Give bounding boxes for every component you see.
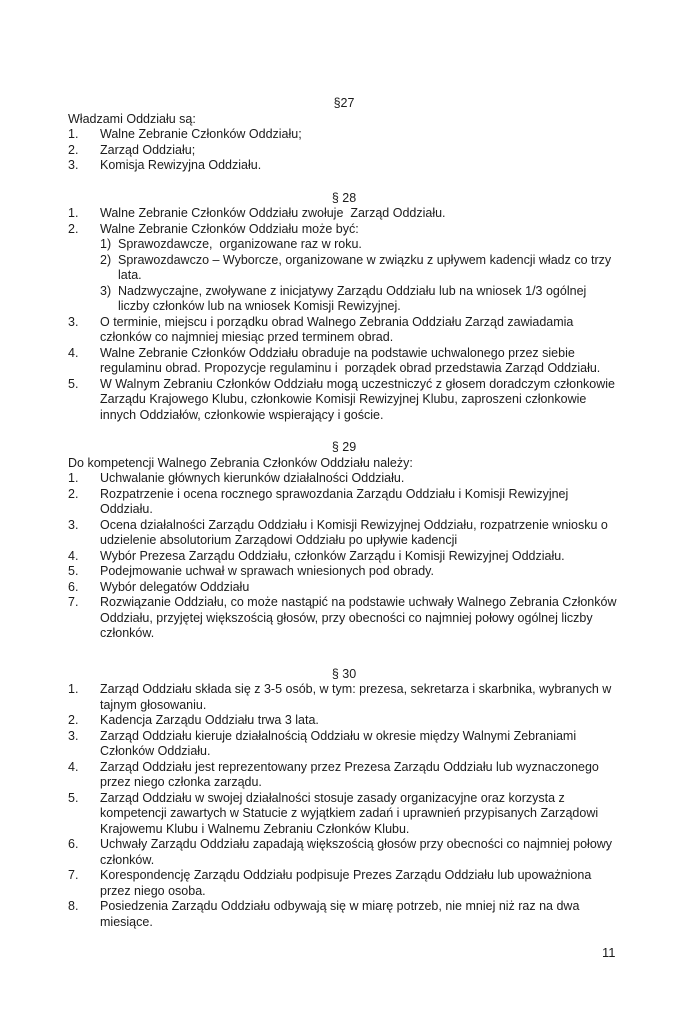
list-item-marker: 2. (68, 486, 79, 501)
list-item-text: Zarząd Oddziału składa się z 3-5 osób, w tym: prezesa, sekretarza i skarbnika, wybranych w tajnym głosowaniu. (100, 682, 615, 712)
list-item (68, 222, 620, 238)
list-item-marker: 4. (68, 345, 79, 360)
list-item (68, 158, 620, 174)
sub-item-marker: 3) (100, 283, 112, 298)
sub-item-marker: 1) (100, 237, 112, 251)
list-item-text: Zarząd Oddziału jest reprezentowany przez Prezesa Zarządu Oddziału lub wyznaczonego przez niego członka zarządu. (100, 759, 603, 789)
list-item (68, 518, 620, 549)
list-item (68, 791, 620, 838)
page-number: 11 (602, 945, 616, 960)
list-item (68, 760, 620, 791)
list-item (68, 377, 620, 424)
sub-item-text: Sprawozdawczo – Wyborcze, organizowane w związku z upływem kadencji władz co trzy lata. (118, 252, 615, 282)
list-item-text: Rozpatrzenie i ocena rocznego sprawozdania Zarządu Oddziału i Komisji Rewizyjnej Oddziału. (100, 486, 572, 516)
list-item (68, 899, 620, 930)
list-item-marker: 5. (68, 790, 79, 805)
list-item-text: Uchwały Zarządu Oddziału zapadają większością głosów przy obecności co najmniej połowy członków. (100, 837, 616, 867)
sub-item-text: Nadzwyczajne, zwoływane z inicjatywy Zarządu Oddziału lub na wniosek 1/3 ogólnej liczby członków lub na wniosek Komisji Rewizyjnej. (118, 283, 590, 313)
list-item-marker: 4. (68, 759, 79, 774)
list-item (68, 682, 620, 713)
list-item-marker: 1. (68, 682, 79, 696)
list-item-marker: 6. (68, 837, 79, 851)
list-item-marker: 1. (68, 471, 79, 485)
list-item-marker: 2. (68, 221, 79, 236)
list-item-text: Zarząd Oddziału kieruje działalnością Oddziału w okresie między Walnymi Zebraniami Członków Oddziału. (100, 728, 580, 758)
list-item (68, 837, 620, 868)
section-list (68, 471, 620, 642)
list-item-marker: 5. (68, 376, 79, 391)
list-item-text: O terminie, miejscu i porządku obrad Walnego Zebrania Oddziału Zarząd zawiadamia członków co najmniej miesiąc przed terminem obrad. (100, 314, 577, 344)
list-item-marker: 6. (68, 579, 79, 594)
list-item (68, 595, 620, 642)
list-item-marker: 7. (68, 595, 79, 609)
section-list (68, 206, 620, 423)
list-item-text: Walne Zebranie Członków Oddziału może być: (100, 221, 359, 236)
list-item-text: Komisja Rewizyjna Oddziału. (100, 158, 262, 172)
sub-item-text: Sprawozdawcze, organizowane raz w roku. (118, 237, 362, 251)
list-item-text: Walne Zebranie Członków Oddziału zwołuje Zarząd Oddziału. (100, 206, 446, 220)
list-item (68, 729, 620, 760)
list-item (68, 206, 620, 222)
sub-item-marker: 2) (100, 252, 112, 267)
list-item-text: Walne Zebranie Członków Oddziału; (100, 127, 302, 141)
list-item (68, 143, 620, 159)
list-item-marker: 1. (68, 206, 79, 220)
document-body (68, 96, 620, 930)
list-item-marker: 2. (68, 142, 79, 157)
list-item-text: Zarząd Oddziału w swojej działalności stosuje zasady organizacyjne oraz korzysta z kompetencji zawartych w Statucie z wyjątkiem zadań i uprawnień przypisanych Zarządowi Krajowemu Klubu i Walnemu Zebraniu Członków Klubu. (100, 790, 602, 836)
list-item (68, 315, 620, 346)
list-item-marker: 3. (68, 517, 79, 532)
section-heading: § 29 (331, 440, 357, 454)
list-item-marker: 2. (68, 713, 79, 727)
list-item-marker: 7. (68, 868, 79, 882)
list-item (68, 127, 620, 143)
list-item (68, 564, 620, 580)
statute-section (68, 667, 620, 931)
statute-section (68, 96, 620, 174)
list-item-marker: 4. (68, 548, 79, 563)
list-item-text: Ocena działalności Zarządu Oddziału i Komisji Rewizyjnej Oddziału, rozpatrzenie wniosku o udzielenie absolutorium Zarządowi Oddziału po upływie kadencji (100, 517, 612, 547)
list-item-text: Korespondencję Zarządu Oddziału podpisuje Prezes Zarządu Oddziału lub upoważniona przez niego osoba. (100, 868, 595, 898)
list-item-text: Zarząd Oddziału; (100, 142, 196, 157)
list-item-text: Wybór Prezesa Zarządu Oddziału, członków Zarządu i Komisji Rewizyjnej Oddziału. (100, 548, 565, 563)
section-intro: Władzami Oddziału są: (68, 111, 196, 126)
section-intro: Do kompetencji Walnego Zebrania Członków Oddziału należy: (68, 455, 413, 470)
list-item (68, 580, 620, 596)
list-item (68, 487, 620, 518)
list-item-marker: 3. (68, 728, 79, 743)
list-item (68, 549, 620, 565)
list-item-text: Walne Zebranie Członków Oddziału obraduje na podstawie uchwalonego przez siebie regulaminu obrad. Propozycje regulaminu i porządek obrad przedstawia Zarząd Oddziału. (100, 345, 601, 375)
statute-section (68, 440, 620, 642)
statute-section (68, 191, 620, 424)
sub-list-item (68, 253, 620, 284)
list-item (68, 346, 620, 377)
list-item-text: W Walnym Zebraniu Członków Oddziału mogą uczestniczyć z głosem doradczym członkowie Zarządu Krajowego Klubu, członkowie Komisji Rewizyjnej Klubu, zaproszeni członkowie innych Oddziałów, członkowie wspierający i goście. (100, 376, 619, 422)
section-heading: § 28 (331, 190, 357, 205)
list-item-text: Kadencja Zarządu Oddziału trwa 3 lata. (100, 713, 319, 727)
list-item-text: Uchwalanie głównych kierunków działalności Oddziału. (100, 471, 405, 485)
section-list (68, 682, 620, 930)
section-heading: § 30 (331, 666, 357, 681)
list-item (68, 471, 620, 487)
list-item-text: Wybór delegatów Oddziału (100, 579, 250, 594)
sub-list-item (68, 237, 620, 253)
section-list (68, 127, 620, 174)
list-item-marker: 8. (68, 899, 79, 913)
list-item-marker: 3. (68, 314, 79, 329)
list-item-text: Podejmowanie uchwał w sprawach wniesionych pod obrady. (100, 564, 434, 578)
sub-list-item (68, 284, 620, 315)
list-item (68, 868, 620, 899)
list-item-marker: 3. (68, 158, 79, 172)
list-item-marker: 1. (68, 127, 79, 141)
list-item-text: Posiedzenia Zarządu Oddziału odbywają się w miarę potrzeb, nie mniej niż raz na dwa miesiące. (100, 899, 583, 929)
list-item (68, 713, 620, 729)
section-heading: §27 (333, 96, 355, 110)
list-item-marker: 5. (68, 564, 79, 578)
list-item-text: Rozwiązanie Oddziału, co może nastąpić na podstawie uchwały Walnego Zebrania Członków Oddziału, przyjętej większością głosów, przy obecności co najmniej połowy ogólnej liczby członków. (100, 595, 620, 640)
